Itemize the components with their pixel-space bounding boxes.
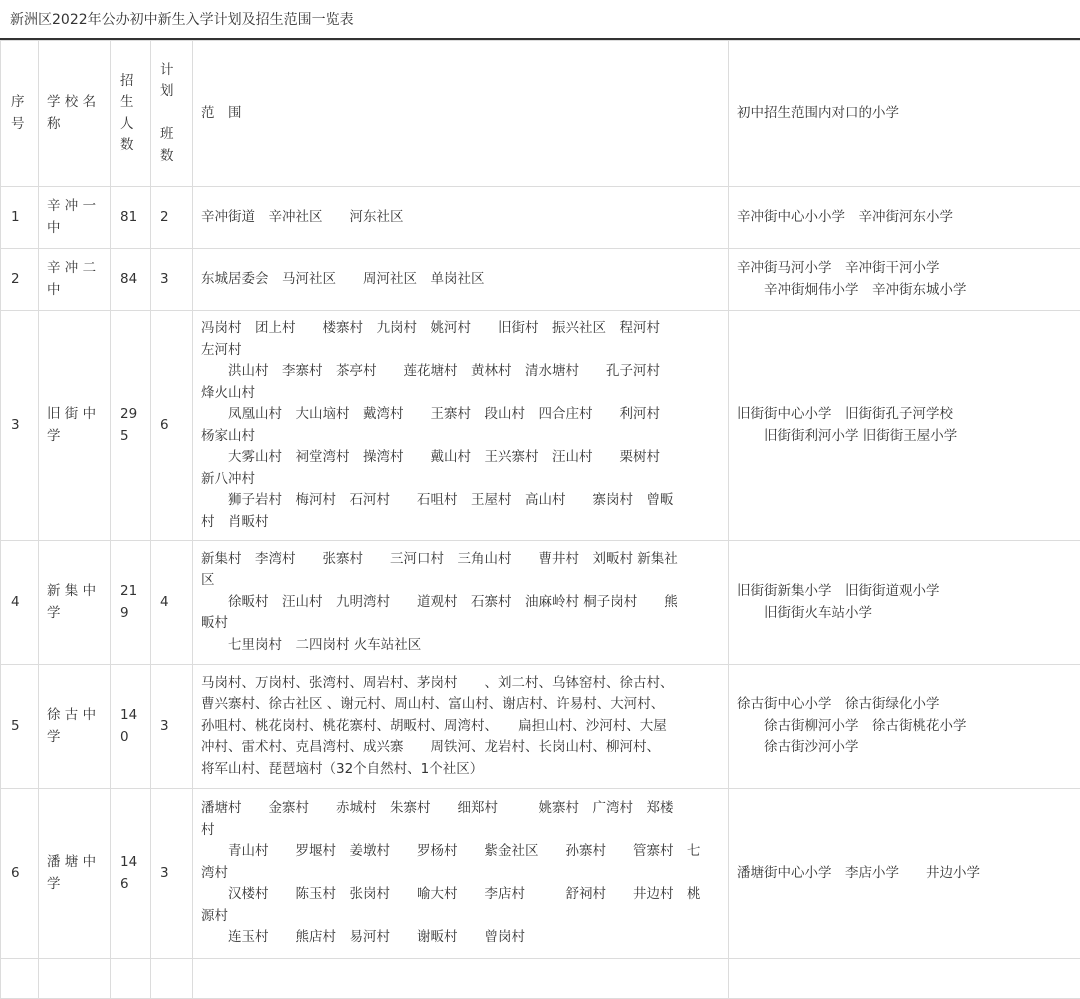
enrollment-table [0, 40, 1080, 999]
cell-seq: 6 [1, 789, 39, 959]
cell-school: 辛 冲 二 中 [39, 249, 111, 311]
cell-classes: 2 [151, 187, 193, 249]
cell-empty [39, 959, 111, 999]
header-seq: 序 号 [1, 41, 39, 187]
cell-empty [151, 959, 193, 999]
header-classes: 计 划 班 数 [151, 41, 193, 187]
table-row [1, 187, 1080, 249]
cell-enroll: 14 6 [111, 789, 151, 959]
cell-classes: 3 [151, 789, 193, 959]
cell-school: 徐 古 中 学 [39, 665, 111, 789]
table-header-row [1, 41, 1080, 187]
cell-empty [1, 959, 39, 999]
table-row [1, 541, 1080, 665]
table-row-partial [1, 959, 1080, 999]
cell-seq: 2 [1, 249, 39, 311]
cell-classes: 3 [151, 249, 193, 311]
cell-enroll: 21 9 [111, 541, 151, 665]
cell-seq: 5 [1, 665, 39, 789]
cell-enroll: 81 [111, 187, 151, 249]
header-school: 学 校 名 称 [39, 41, 111, 187]
header-primary: 初中招生范围内对口的小学 [729, 41, 1080, 187]
cell-school: 潘 塘 中 学 [39, 789, 111, 959]
cell-empty [111, 959, 151, 999]
cell-primary: 旧街街新集小学 旧街街道观小学 旧街街火车站小学 [729, 541, 1080, 665]
cell-seq: 1 [1, 187, 39, 249]
table-row [1, 789, 1080, 959]
table-row [1, 665, 1080, 789]
cell-primary: 旧街街中心小学 旧街街孔子河学校 旧街街利河小学 旧街街王屋小学 [729, 311, 1080, 541]
cell-range: 冯岗村 团上村 楼寨村 九岗村 姚河村 旧街村 振兴社区 程河村 左河村 洪山村 李寨村 茶亭村 莲花塘村 黄林村 清水塘村 孔子河村 烽火山村 凤凰山村 大山垴村 戴湾村 王寨村 段山村 四合庄村 利河村 杨家山村 大雾山村 祠堂湾村 操湾村 戴山村 王兴寨村 汪山村 栗树村 新八冲村 狮子岩村 梅河村 石河村 石咀村 王屋村 高山村 寨岗村 曾畈 村 肖畈村 [193, 311, 729, 541]
cell-enroll: 29 5 [111, 311, 151, 541]
cell-seq: 3 [1, 311, 39, 541]
cell-range: 潘塘村 金寨村 赤城村 朱寨村 细郑村 姚寨村 广湾村 郑楼 村 青山村 罗堰村 姜墩村 罗杨村 紫金社区 孙寨村 管寨村 七 湾村 汉楼村 陈玉村 张岗村 喻大村 李店村 舒祠村 井边村 桃 源村 连玉村 熊店村 易河村 谢畈村 曾岗村 [193, 789, 729, 959]
cell-primary: 辛冲街马河小学 辛冲街干河小学 辛冲街炯伟小学 辛冲街东城小学 [729, 249, 1080, 311]
cell-classes: 3 [151, 665, 193, 789]
cell-classes: 4 [151, 541, 193, 665]
header-range: 范 围 [193, 41, 729, 187]
cell-range: 新集村 李湾村 张寨村 三河口村 三角山村 曹井村 刘畈村 新集社 区 徐畈村 汪山村 九明湾村 道观村 石寨村 油麻岭村 桐子岗村 熊 畈村 七里岗村 二四岗村 火车站社区 [193, 541, 729, 665]
cell-empty [193, 959, 729, 999]
cell-school: 新 集 中 学 [39, 541, 111, 665]
cell-classes: 6 [151, 311, 193, 541]
header-enroll: 招 生 人 数 [111, 41, 151, 187]
cell-school: 旧 街 中 学 [39, 311, 111, 541]
table-row [1, 311, 1080, 541]
cell-empty [729, 959, 1080, 999]
cell-range: 东城居委会 马河社区 周河社区 单岗社区 [193, 249, 729, 311]
cell-primary: 徐古街中心小学 徐古街绿化小学 徐古街柳河小学 徐古街桃花小学 徐古街沙河小学 [729, 665, 1080, 789]
cell-primary: 辛冲街中心小小学 辛冲街河东小学 [729, 187, 1080, 249]
cell-primary: 潘塘街中心小学 李店小学 井边小学 [729, 789, 1080, 959]
page-title: 新洲区2022年公办初中新生入学计划及招生范围一览表 [0, 0, 1080, 40]
cell-school: 辛 冲 一 中 [39, 187, 111, 249]
cell-enroll: 14 0 [111, 665, 151, 789]
table-row [1, 249, 1080, 311]
cell-range: 辛冲街道 辛冲社区 河东社区 [193, 187, 729, 249]
cell-range: 马岗村、万岗村、张湾村、周岩村、茅岗村 、刘二村、乌钵窑村、徐古村、 曹兴寨村、徐古社区 、谢元村、周山村、富山村、谢店村、许易村、大河村、 孙咀村、桃花岗村、桃花寨村、胡畈村、周湾村、 扁担山村、沙河村、大屋 冲村、雷术村、克昌湾村、成兴寨 周铁河、龙岩村、长岗山村、柳河村、 将军山村、琵琶垴村（32个自然村、1个社区） [193, 665, 729, 789]
cell-seq: 4 [1, 541, 39, 665]
cell-enroll: 84 [111, 249, 151, 311]
